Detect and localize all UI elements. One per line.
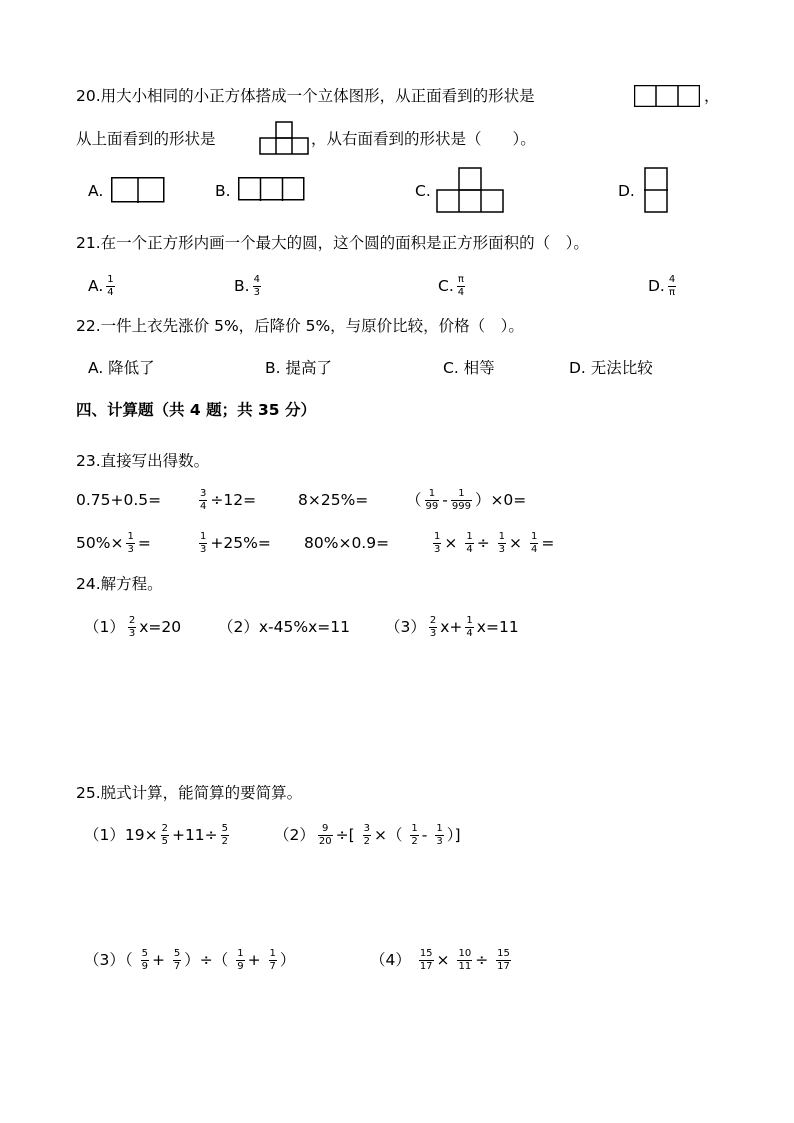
q23-r2c1: 50%× $\frac{1}{3}$ = — [76, 531, 151, 555]
front-view-shape — [634, 85, 700, 107]
q24-title: 24.解方程。 — [76, 575, 163, 593]
q20-option-c-label: C. — [415, 182, 431, 200]
q23-r1c1: 0.75+0.5= — [76, 491, 162, 509]
q20-line1-end: ， — [704, 87, 720, 105]
q22-option-d: D. 无法比较 — [569, 359, 653, 377]
q24-part1: （1） $\frac{2}{3}$ x=20 — [84, 615, 182, 639]
q21-option-c: C. $\frac{\pi}{4}$ — [438, 274, 465, 298]
q25-part4: （4） $\frac{15}{17}$ × $\frac{10}{11}$ ÷ $\frac{15}{17}$ — [370, 948, 510, 972]
q23-title: 23.直接写出得数。 — [76, 452, 210, 470]
q21-option-b: B. $\frac{4}{3}$ — [234, 274, 260, 298]
option-b-shape — [238, 177, 305, 201]
q22-option-c: C. 相等 — [443, 359, 495, 377]
q25-part3: （3）（ $\frac{5}{9}$ + $\frac{5}{7}$ ）÷（ $\frac{1}{9}$ + $\frac{1}{7}$ ） — [84, 948, 296, 972]
q25-title: 25.脱式计算，能简算的要简算。 — [76, 784, 303, 802]
top-view-shape — [259, 121, 309, 155]
q20-line2-a: 从上面看到的形状是 — [76, 130, 216, 148]
q23-r2c2: $\frac{1}{3}$ +25%= — [200, 531, 271, 555]
option-a-shape — [111, 177, 165, 203]
q22-option-b: B. 提高了 — [265, 359, 332, 377]
q24-part3: （3） $\frac{2}{3}$ x+ $\frac{1}{4}$ x=11 — [385, 615, 519, 639]
option-c-shape — [436, 167, 504, 213]
q20-option-d-label: D. — [618, 182, 635, 200]
q21-text: 21.在一个正方形内画一个最大的圆，这个圆的面积是正方形面积的（ ）。 — [76, 234, 589, 252]
q20-line1 — [76, 86, 535, 106]
q23-r2c4: $\frac{1}{3}$ × $\frac{1}{4}$ ÷ $\frac{1}{3}$ × $\frac{1}{4}$ = — [434, 531, 555, 555]
q22-text: 22.一件上衣先涨价 5%，后降价 5%，与原价比较，价格（ ）。 — [76, 317, 524, 335]
option-d-shape — [644, 167, 668, 213]
q22-option-a: A. 降低了 — [88, 359, 155, 377]
q21-option-d: D. $\frac{4}{\pi}$ — [648, 274, 676, 298]
q21-option-a: A. $\frac{1}{4}$ — [88, 274, 114, 298]
q20-line2-b: ，从右面看到的形状是（ ）。 — [311, 130, 536, 148]
q25-part1: （1）19× $\frac{2}{5}$ +11÷ $\frac{5}{2}$ — [84, 823, 229, 847]
q20-text-1: 20.用大小相同的小正方体搭成一个立体图形，从正面看到的形状是 — [76, 87, 535, 105]
q23-r2c3: 80%×0.9= — [304, 534, 390, 552]
q20-option-b-label: B. — [215, 182, 231, 200]
q23-r1c4: （ $\frac{1}{99}$ - $\frac{1}{999}$ ）×0= — [406, 488, 527, 512]
q23-r1c3: 8×25%= — [298, 491, 369, 509]
q23-r1c2: $\frac{3}{4}$ ÷12= — [200, 488, 257, 512]
q24-part2: （2）x-45%x=11 — [218, 618, 350, 636]
q25-part2: （2） $\frac{9}{20}$ ÷[ $\frac{3}{2}$ ×（ $\frac{1}{2}$ - $\frac{1}{3}$ ）] — [274, 823, 461, 847]
q20-option-a-label: A. — [88, 182, 104, 200]
section-title: 四、计算题（共 4 题；共 35 分） — [76, 401, 316, 419]
